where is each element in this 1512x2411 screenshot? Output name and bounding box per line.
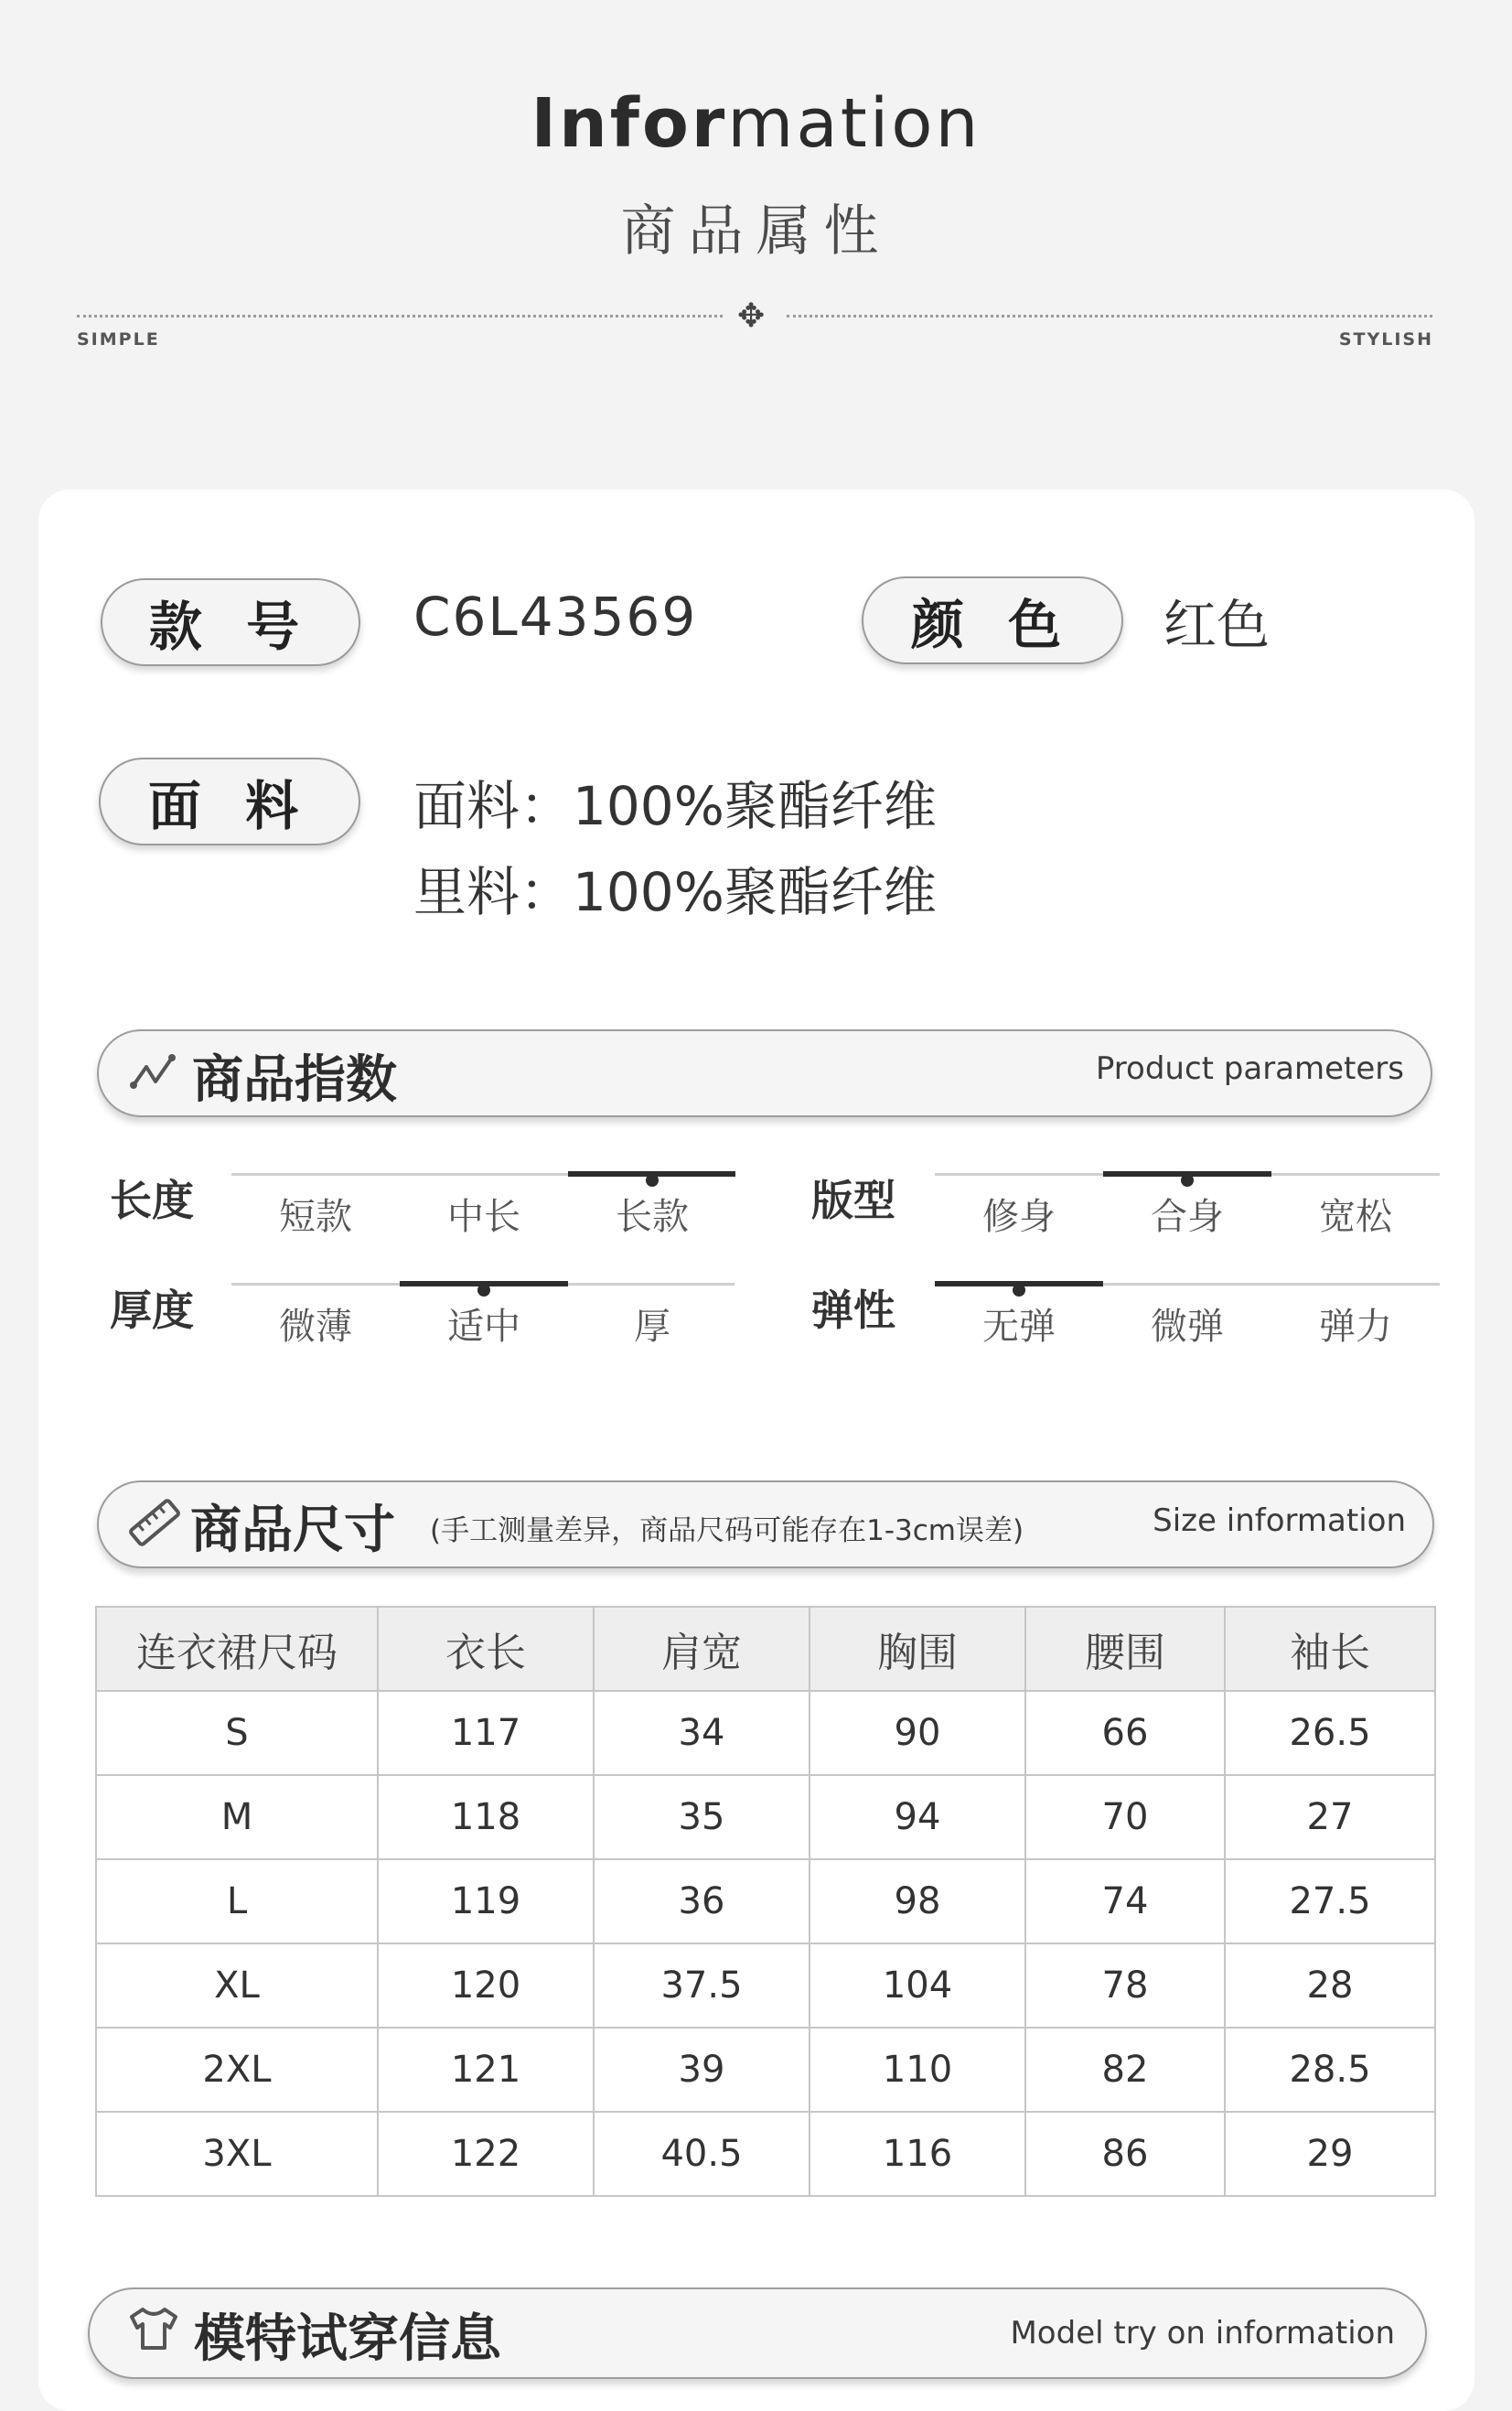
divider-left (77, 315, 723, 318)
stylish-label: STYLISH (1338, 329, 1433, 350)
index-option: 宽松 (1319, 1196, 1392, 1238)
table-row (96, 1859, 1435, 1943)
index-option: 合身 (1151, 1196, 1224, 1238)
size-info-title: 商品尺寸 (190, 1501, 395, 1560)
table-cell: 74 (1025, 1859, 1225, 1943)
table-cell: 110 (810, 2028, 1025, 2112)
index-option: 中长 (447, 1196, 520, 1238)
table-cell: 104 (810, 1943, 1025, 2028)
table-cell: XL (96, 1943, 378, 2028)
tshirt-icon (124, 2304, 183, 2352)
table-cell: 119 (378, 1859, 594, 1943)
table-cell: 66 (1025, 1691, 1225, 1775)
table-cell: 28.5 (1225, 2028, 1435, 2112)
index-option: 长款 (616, 1196, 689, 1238)
table-cell: L (96, 1859, 378, 1943)
simple-label: SIMPLE (77, 329, 160, 350)
table-row (96, 1775, 1435, 1859)
table-cell: 39 (594, 2028, 810, 2112)
table-cell: S (96, 1691, 378, 1775)
table-cell: 82 (1025, 2028, 1225, 2112)
table-cell: 29 (1225, 2112, 1435, 2196)
index-option: 微薄 (279, 1306, 352, 1348)
size-info-note: (手工测量差异，商品尺码可能存在1-3cm误差) (430, 1514, 1024, 1547)
table-cell: 34 (594, 1691, 810, 1775)
index-dot-fit (1181, 1174, 1194, 1187)
table-cell: 94 (810, 1775, 1025, 1859)
style-number-value: C6L43569 (413, 586, 698, 648)
product-index-title: 商品指数 (192, 1050, 397, 1110)
table-header-cell: 衣长 (378, 1607, 594, 1691)
fabric-pill: 面 料 (99, 758, 360, 845)
table-header-row (96, 1607, 1435, 1691)
size-info-title-en: Size information (1153, 1502, 1406, 1539)
divider-right (787, 315, 1432, 318)
table-cell: 121 (378, 2028, 594, 2112)
table-cell: 120 (378, 1943, 594, 2028)
index-label-thickness: 厚度 (110, 1286, 194, 1335)
table-header-cell: 胸围 (810, 1607, 1025, 1691)
table-cell: 37.5 (594, 1943, 810, 2028)
header-subtitle: 商品属性 (620, 199, 892, 264)
table-cell: 90 (810, 1691, 1025, 1775)
table-cell: 27 (1225, 1775, 1435, 1859)
table-cell: 122 (378, 2112, 594, 2196)
index-dot-thickness (477, 1284, 490, 1297)
table-cell: 40.5 (594, 2112, 810, 2196)
table-row (96, 1691, 1435, 1775)
index-option: 短款 (279, 1196, 352, 1238)
index-label-length: 长度 (110, 1176, 194, 1225)
table-cell: 26.5 (1225, 1691, 1435, 1775)
product-index-title-en: Product parameters (1095, 1050, 1404, 1087)
table-header-cell: 连衣裙尺码 (96, 1607, 378, 1691)
table-header-cell: 袖长 (1225, 1607, 1435, 1691)
table-header-cell: 肩宽 (594, 1607, 810, 1691)
table-cell: 117 (378, 1691, 594, 1775)
fabric-line-1: 面料：100%聚酯纤维 (413, 775, 937, 837)
trend-line-icon (128, 1050, 179, 1096)
index-label-elasticity: 弹性 (811, 1286, 895, 1335)
header-title-light: mation (727, 84, 981, 163)
table-cell: M (96, 1775, 378, 1859)
table-cell: 78 (1025, 1943, 1225, 2028)
index-dot-length (646, 1174, 659, 1187)
size-table (95, 1606, 1436, 2197)
table-cell: 3XL (96, 2112, 378, 2196)
table-cell: 118 (378, 1775, 594, 1859)
table-cell: 116 (810, 2112, 1025, 2196)
fabric-line-2: 里料：100%聚酯纤维 (413, 861, 937, 923)
table-cell: 70 (1025, 1775, 1225, 1859)
table-row (96, 2028, 1435, 2112)
color-value: 红色 (1163, 594, 1271, 656)
table-header-cell: 腰围 (1025, 1607, 1225, 1691)
header-title (0, 84, 1512, 163)
index-label-fit: 版型 (811, 1176, 895, 1225)
table-row (96, 2112, 1435, 2196)
table-cell: 2XL (96, 2028, 378, 2112)
model-info-title-en: Model try on information (1010, 2315, 1395, 2352)
index-dot-elasticity (1013, 1284, 1025, 1297)
index-option: 修身 (982, 1196, 1056, 1238)
table-cell: 36 (594, 1859, 810, 1943)
color-pill: 颜 色 (862, 576, 1123, 664)
index-option: 厚 (634, 1306, 670, 1348)
table-cell: 28 (1225, 1943, 1435, 2028)
table-row (96, 1943, 1435, 2028)
table-cell: 98 (810, 1859, 1025, 1943)
divider-cross-icon: ✥ (737, 297, 766, 335)
table-cell: 27.5 (1225, 1859, 1435, 1943)
style-number-pill: 款 号 (101, 578, 360, 666)
table-cell: 86 (1025, 2112, 1225, 2196)
index-option: 弹力 (1319, 1306, 1392, 1348)
index-option: 微弹 (1151, 1306, 1224, 1348)
ruler-icon (126, 1497, 183, 1548)
header-title-bold: Infor (531, 84, 728, 163)
model-info-title: 模特试穿信息 (194, 2309, 501, 2369)
index-option: 无弹 (982, 1306, 1056, 1348)
index-option: 适中 (447, 1306, 520, 1348)
table-cell: 35 (594, 1775, 810, 1859)
